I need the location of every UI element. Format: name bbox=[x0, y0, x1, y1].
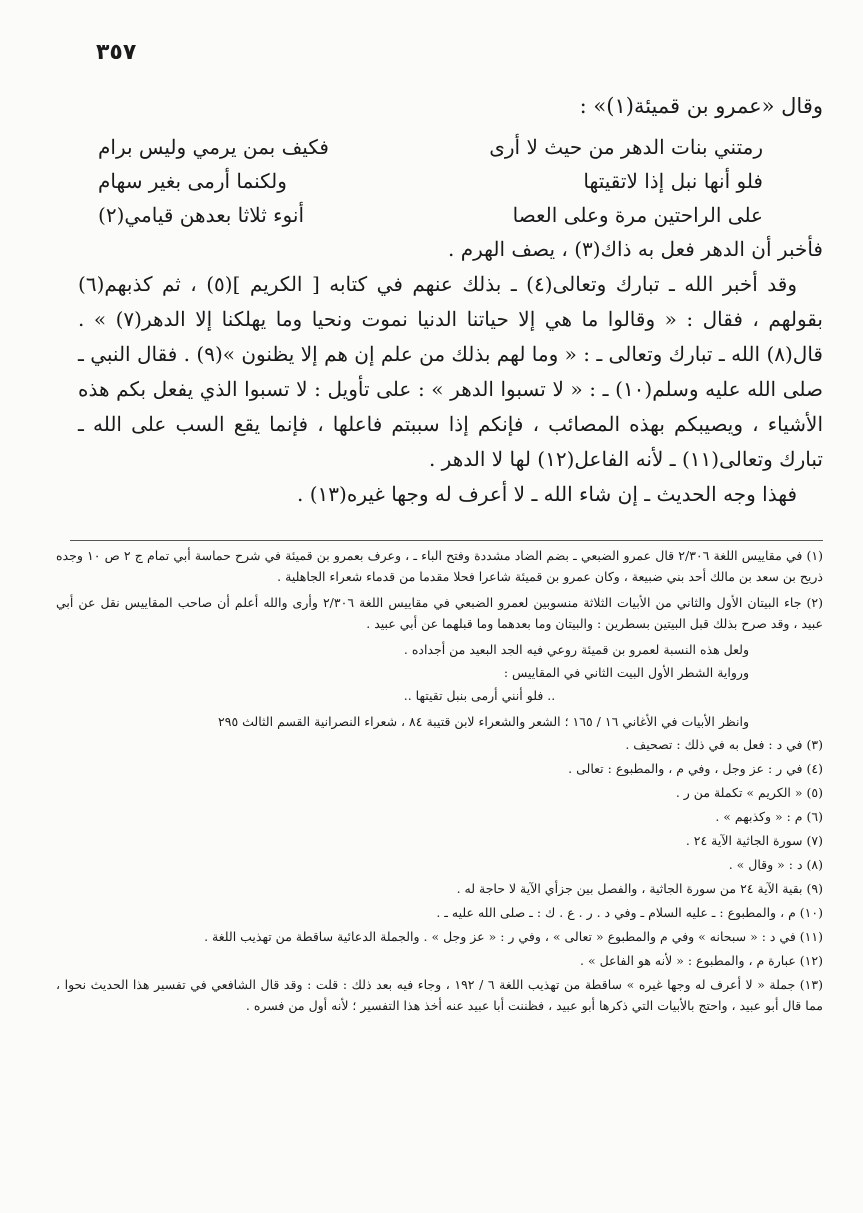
verse-line bbox=[98, 164, 763, 198]
verse-line bbox=[98, 130, 763, 164]
footnote: (٢) جاء البيتان الأول والثاني من الأبيات الثلاثة منسوبين لعمرو الضبعي في مقاييس اللغة ٢/٣٠٦ وأرى والله أعلم أن صاحب المقاييس نقل عن أبي عبيد ، وقد صرح بذلك قبل البيتين بسطرين : والبيتان وما بعدهما وما قبلهما عن أبي عبيد . bbox=[56, 595, 823, 631]
poem-verses bbox=[98, 130, 763, 232]
footnote-separator bbox=[70, 540, 823, 541]
footnotes bbox=[56, 545, 823, 1021]
verse-second-hemistich: أنوء ثلاثا بعدهن قيامي(٢) bbox=[98, 203, 305, 227]
footnote: (٨) د : « وقال » . bbox=[728, 857, 823, 872]
footnote: (١٠) م ، والمطبوع : ـ عليه السلام ـ وفي د . ر . ع . ك : ـ صلى الله عليه ـ . bbox=[436, 905, 823, 920]
body-paragraph: فأخبر أن الدهر فعل به ذاك(٣) ، يصف الهرم . bbox=[448, 237, 823, 261]
body-paragraph: وقد أخبر الله ـ تبارك وتعالى(٤) ـ بذلك عنهم في كتابه [ الكريم ](٥) ، ثم كذبهم(٦) بقولهم ، فقال : « وقالوا ما هي إلا حياتنا الدنيا نموت ونحيا وما يهلكنا إلا الدهر(٧) » . قال(٨) الله ـ تبارك وتعالى ـ : « وما لهم بذلك من علم إن هم إلا يظنون »(٩) . فقال النبي ـ صلى الله عليه وسلم(١٠) ـ : « لا تسبوا الدهر » : على تأويل : لا تسبوا الذي يفعل بكم هذه الأشياء ، ويصيبكم بهذه المصائب ، فإنكم إذا سببتم فاعلها ، فإنما يقع السب على الله ـ تبارك وتعالى(١١) ـ لأنه الفاعل(١٢) لها لا الدهر . bbox=[78, 272, 823, 471]
footnote-continuation: ورواية الشطر الأول البيت الثاني في المقاييس : bbox=[503, 665, 749, 680]
verse-line bbox=[98, 198, 763, 232]
page-number: ٣٥٧ bbox=[96, 40, 137, 65]
footnote-continuation: ولعل هذه النسبة لعمرو بن قميئة روعي فيه الجد البعيد من أجداده . bbox=[403, 642, 749, 657]
verse-introduction: وقال «عمرو بن قميئة(١)» : bbox=[579, 94, 823, 118]
main-text bbox=[78, 88, 823, 512]
footnote: (١٢) عبارة م ، والمطبوع : « لأنه هو الفاعل » . bbox=[580, 953, 823, 968]
footnote: (٤) في ر : عز وجل ، وفي م ، والمطبوع : تعالى . bbox=[568, 761, 823, 776]
verse-first-hemistich: رمتني بنات الدهر من حيث لا أرى bbox=[489, 135, 763, 159]
verse-first-hemistich: على الراحتين مرة وعلى العصا bbox=[512, 203, 763, 227]
body-paragraph: فهذا وجه الحديث ـ إن شاء الله ـ لا أعرف له وجها غيره(١٣) . bbox=[297, 482, 797, 506]
footnote: (١) في مقاييس اللغة ٢/٣٠٦ قال عمرو الضبعي ـ بضم الضاد مشددة وفتح الباء ـ ، وعرف بعمرو بن قميئة في شرح حماسة أبي تمام ج ٢ ص ١٠ وجده ذريح بن سعد بن مالك أحد بني ضبيعة ، وكان عمرو بن قميئة شاعرا فحلا مقدما من قدماء شعراء الجاهلية . bbox=[56, 548, 823, 584]
footnote: (٣) في د : فعل به في ذلك : تصحيف . bbox=[625, 737, 823, 752]
footnote: (١٣) جملة « لا أعرف له وجها غيره » ساقطة من تهذيب اللغة ٦ / ١٩٢ ، وجاء فيه بعد ذلك : قلت : وقد قال الشافعي في تفسير هذا الحديث نحوا ، مما قال أبو عبيد ، واحتج بالأبيات التي ذكرها أبو عبيد ، فظننت أبا عبيد عنه أخذ هذا التفسير ؛ لأنه أول من فسره . bbox=[56, 977, 823, 1013]
verse-second-hemistich: ولكنما أرمى بغير سهام bbox=[98, 169, 287, 193]
footnote: (٩) بقية الآية ٢٤ من سورة الجاثية ، والفصل بين جزأي الآية لا حاجة له . bbox=[456, 881, 823, 896]
verse-first-hemistich: فلو أنها نبل إذا لاتقيتها bbox=[583, 169, 763, 193]
footnote: (٧) سورة الجاثية الآية ٢٤ . bbox=[685, 833, 823, 848]
footnote: (٥) « الكريم » تكملة من ر . bbox=[675, 785, 823, 800]
footnote: (١١) في د : « سبحانه » وفي م والمطبوع « تعالى » ، وفي ر : « عز وجل » . والجملة الدعائية ساقطة من تهذيب اللغة . bbox=[204, 929, 823, 944]
footnote-continuation: وانظر الأبيات في الأغاني ١٦ / ١٦٥ ؛ الشعر والشعراء لابن قتيبة ٨٤ ، شعراء النصرانية القسم الثالث ٢٩٥ bbox=[218, 714, 749, 729]
footnote-quoted-verse: .. فلو أنني أرمى بنبل تقيتها .. bbox=[403, 688, 556, 703]
footnote: (٦) م : « وكذبهم » . bbox=[715, 809, 823, 824]
verse-second-hemistich: فكيف بمن يرمي وليس برام bbox=[98, 135, 329, 159]
